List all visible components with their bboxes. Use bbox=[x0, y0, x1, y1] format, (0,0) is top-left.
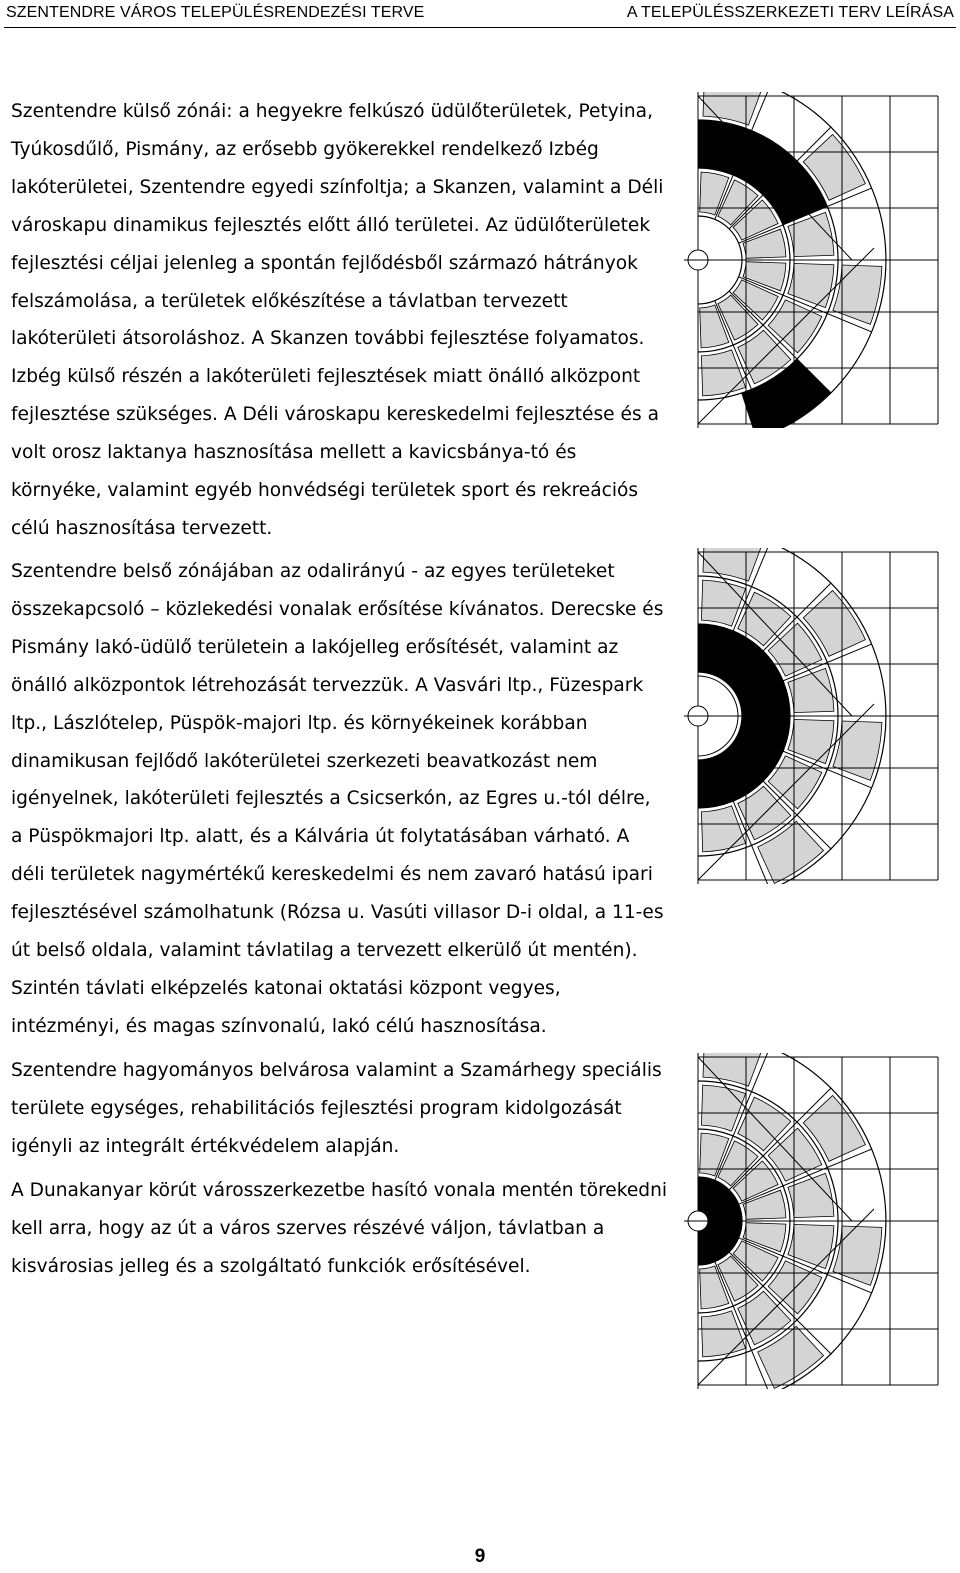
text-line: volt orosz laktanya hasznosítása mellett a kavicsbánya-tó és bbox=[11, 442, 577, 464]
text-line: fejlesztési céljai jelenleg a spontán fejlődésből származó hátrányok bbox=[11, 252, 638, 274]
text-line: igényli az integrált értékvédelem alapján. bbox=[11, 1135, 400, 1157]
middle-zone-segment bbox=[701, 1085, 745, 1131]
text-line: dinamikusan fejlődő lakóterületei szerkezeti beavatkozást nem bbox=[11, 750, 598, 772]
text-line: Izbég külső részén a lakóterületi fejlesztések miatt önálló alközpont bbox=[11, 366, 641, 388]
text-line: önálló alközpontok létrehozását tervezzük. A Vasvári ltp., Füzespark bbox=[11, 674, 644, 696]
page-number: 9 bbox=[474, 1546, 486, 1567]
paragraph-inner-zone bbox=[11, 553, 664, 1046]
text-line: összekapcsoló – közlekedési vonalak erősítése kívánatos. Derecske és bbox=[11, 598, 664, 620]
zone-diagram-outer bbox=[684, 92, 960, 428]
radial-line bbox=[729, 583, 831, 685]
text-line: kisvárosias jelleg és a szolgáltató funkciók erősítésével. bbox=[11, 1255, 531, 1277]
outer-zone-segment bbox=[833, 1226, 882, 1285]
outer-zone-segment bbox=[833, 265, 882, 324]
text-line: Tyúkosdűlő, Pismány, az erősebb gyökerekkel rendelkező Izbég bbox=[11, 138, 599, 160]
header-rule bbox=[4, 27, 956, 28]
paragraph-old-town bbox=[11, 1052, 662, 1166]
text-line: ltp., Lászlótelep, Püspök-majori ltp. és környékeinek korábban bbox=[11, 712, 588, 734]
middle-zone-segment bbox=[788, 263, 834, 307]
outer-zone-segment bbox=[833, 721, 882, 780]
middle-zone-segment bbox=[788, 668, 834, 712]
text-line: kell arra, hogy az út a város szerves részévé váljon, távlatban a bbox=[11, 1217, 605, 1239]
text-line: Szintén távlati elképzelés katonai oktatási központ vegyes, bbox=[11, 977, 561, 999]
text-line: Szentendre hagyományos belvárosa valamint a Szamárhegy speciális bbox=[11, 1060, 662, 1081]
header-title-left: SZENTENDRE VÁROS TELEPÜLÉSRENDEZÉSI TERVE bbox=[6, 4, 425, 21]
text-line: fejlesztése szükséges. A Déli városkapu kereskedelmi fejlesztése és a bbox=[11, 404, 659, 426]
zone-diagram-inner bbox=[684, 548, 960, 884]
header-title-right: A TELEPÜLÉSSZERKEZETI TERV LEÍRÁSA bbox=[626, 4, 954, 21]
middle-zone-segment bbox=[701, 350, 745, 396]
middle-zone-segment bbox=[701, 1311, 745, 1357]
text-line: környéke, valamint egyéb honvédségi területek sport és rekreációs bbox=[11, 480, 639, 502]
text-line: A Dunakanyar körút városszerkezetbe hasító vonala mentén törekedni bbox=[11, 1180, 668, 1201]
text-line: fejlesztésével számolhatunk (Rózsa u. Vasúti villasor D-i oldal, a 11-es bbox=[11, 902, 664, 924]
text-line: déli területek nagymértékű kereskedelmi és nem zavaró hatású ipari bbox=[11, 864, 653, 886]
text-line: területe egységes, rehabilitációs fejlesztési program kidolgozását bbox=[11, 1097, 622, 1119]
middle-zone-segment bbox=[701, 580, 745, 626]
text-line: lakóterületi átsoroláshoz. A Skanzen további fejlesztése folyamatos. bbox=[11, 328, 645, 350]
zone-diagram-center bbox=[684, 1053, 960, 1389]
text-line: felszámolása, a területek előkészítése a távlatban tervezett bbox=[11, 290, 568, 312]
paragraph-dunakanyar-ring bbox=[11, 1172, 667, 1286]
middle-zone-segment bbox=[788, 719, 834, 763]
text-line: városkapu dinamikus fejlesztés előtt álló területei. Az üdülőterületek bbox=[11, 214, 651, 236]
text-line: igényelnek, lakóterületi fejlesztés a Csicserkón, az Egres u.-tól délre, bbox=[11, 788, 651, 810]
text-line: intézményi, és magas színvonalú, lakó célú hasznosítása. bbox=[11, 1015, 547, 1037]
text-line: Szentendre belső zónájában az odalirányú - az egyes területeket bbox=[11, 561, 615, 582]
text-line: célú hasznosítása tervezett. bbox=[11, 517, 273, 539]
middle-zone-segment bbox=[701, 806, 745, 852]
text-line: lakóterületei, Szentendre egyedi színfoltja; a Skanzen, valamint a Déli bbox=[11, 176, 664, 198]
text-line: út belső oldala, valamint távlatilag a tervezett elkerülő út mentén). bbox=[11, 940, 638, 962]
middle-zone-segment bbox=[788, 1173, 834, 1217]
paragraph-outer-zones bbox=[11, 93, 663, 548]
text-line: a Püspökmajori ltp. alatt, és a Kálvária út folytatásában várható. A bbox=[11, 826, 630, 848]
middle-zone-segment bbox=[788, 1224, 834, 1268]
text-line: Pismány lakó-üdülő területein a lakójelleg erősítését, valamint az bbox=[11, 636, 619, 658]
text-line: Szentendre külső zónái: a hegyekre felkúszó üdülőterületek, Petyina, bbox=[11, 101, 653, 122]
radial-line bbox=[729, 1088, 831, 1190]
